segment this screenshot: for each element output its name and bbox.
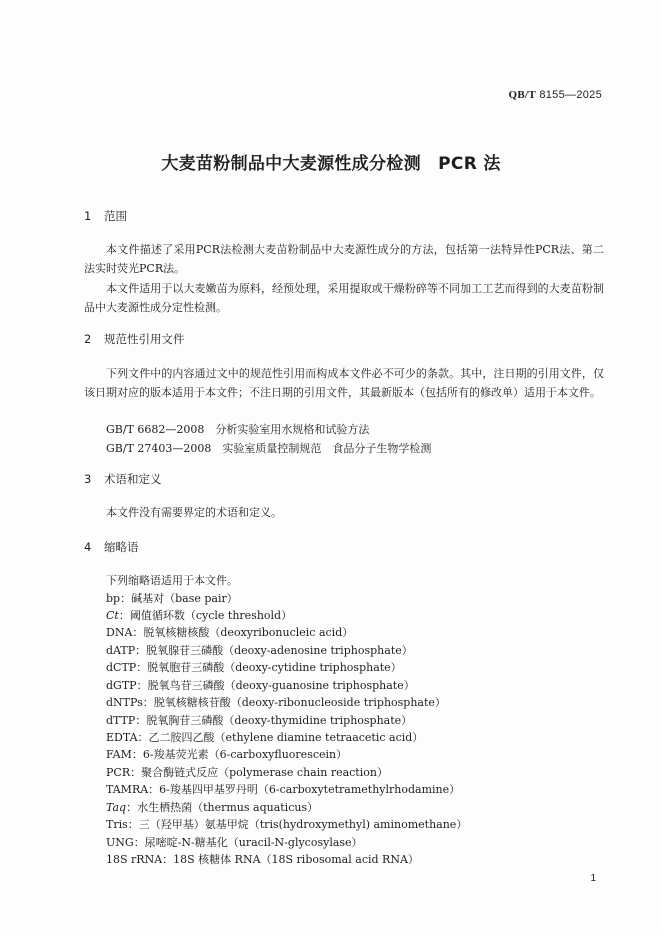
abbreviation-term: FAM: [106, 748, 132, 761]
abbreviation-item: [106, 799, 318, 815]
abbreviation-item: [106, 607, 292, 623]
abbreviation-term: PCR: [106, 766, 131, 779]
abbreviation-item: [106, 834, 363, 850]
section-number: 1: [84, 209, 92, 223]
abbreviation-item: [106, 694, 446, 710]
abbreviation-term: DNA: [106, 626, 133, 639]
abbreviation-term: EDTA: [106, 731, 138, 744]
abbreviation-item: [106, 677, 415, 693]
section-3-paragraph: 本文件没有需要界定的术语和定义。: [106, 506, 282, 519]
section-3-heading: [84, 471, 162, 487]
abbreviation-term: TAMRA: [106, 783, 149, 796]
abbreviation-term: dNTPs: [106, 696, 143, 709]
abbreviation-item: [106, 851, 419, 867]
abbreviation-term: dCTP: [106, 661, 137, 674]
abbreviation-intro: 下列缩略语适用于本文件。: [106, 574, 238, 587]
abbreviation-definition: ：18S 核糖体 RNA（18S ribosomal acid RNA）: [162, 853, 419, 866]
section-number: 2: [84, 332, 92, 346]
abbreviation-term: dTTP: [106, 714, 136, 727]
abbreviation-item: [106, 712, 412, 728]
abbreviation-definition: ：碱基对（base pair）: [120, 592, 238, 605]
reference-item: GB/T 27403—2008 实验室质量控制规范 食品分子生物学检测: [106, 442, 432, 455]
section-1-heading: [84, 208, 127, 224]
section-2-paragraph: 下列文件中的内容通过文中的规范性引用而构成本文件必不可少的条款。其中，注日期的引用文件，仅该日期对应的版本适用于本文件；不注日期的引用文件，其最新版本（包括所有的修改单）适用于本文件。: [84, 367, 604, 399]
page-number: 1: [590, 873, 596, 884]
abbreviation-item: [106, 590, 238, 606]
section-title: 缩略语: [104, 540, 139, 554]
abbreviation-item: [106, 659, 402, 675]
standard-number: 8155—2025: [539, 89, 602, 101]
abbreviation-definition: ：6-羧基四甲基罗丹明（6-carboxytetramethylrhodamine）: [148, 783, 461, 796]
abbreviation-definition: ：脱氧胸苷三磷酸（deoxy-thymidine triphosphate）: [135, 714, 413, 727]
abbreviation-term: 18S rRNA: [106, 853, 163, 866]
abbreviation-definition: ：脱氧胞苷三磷酸（deoxy-cytidine triphosphate）: [136, 661, 402, 674]
abbreviation-definition: ：脱氧腺苷三磷酸（deoxy-adenosine triphosphate）: [135, 644, 413, 657]
abbreviation-definition: ：脱氧鸟苷三磷酸（deoxy-guanosine triphosphate）: [136, 679, 415, 692]
abbreviation-definition: ：尿嘧啶-N-糖基化（uracil-N-glycosylase）: [133, 836, 363, 849]
abbreviation-term: Taq: [106, 801, 127, 814]
abbreviation-item: [106, 642, 413, 658]
abbreviation-item: [106, 729, 423, 745]
section-4-heading: [84, 539, 139, 555]
reference-item: GB/T 6682—2008 分析实验室用水规格和试验方法: [106, 423, 370, 436]
abbreviation-definition: ：三（羟甲基）氨基甲烷（tris(hydroxymethyl) aminomethane）: [127, 818, 468, 831]
abbreviation-item: [106, 764, 388, 780]
section-number: 4: [84, 540, 92, 554]
section-2-heading: [84, 331, 185, 347]
abbreviation-definition: ：阈值循环数（cycle threshold）: [118, 609, 293, 622]
abbreviation-term: Ct: [106, 609, 119, 622]
abbreviation-definition: ：脱氧核糖核酸（deoxyribonucleic acid）: [132, 626, 354, 639]
abbreviation-term: Tris: [106, 818, 128, 831]
document-title: 大麦苗粉制品中大麦源性成分检测 PCR 法: [161, 154, 501, 174]
abbreviation-term: dATP: [106, 644, 136, 657]
abbreviation-definition: ：乙二胺四乙酸（ethylene diamine tetraacetic acid）: [137, 731, 424, 744]
abbreviation-item: [106, 746, 347, 762]
abbreviation-term: dGTP: [106, 679, 137, 692]
section-1-paragraph: 本文件描述了采用PCR法检测大麦苗粉制品中大麦源性成分的方法，包括第一法特异性PCR法、第二法实时荧光PCR法。: [84, 243, 604, 275]
section-title: 范围: [104, 209, 127, 223]
abbreviation-definition: ：6-羧基荧光素（6-carboxyfluorescein）: [131, 748, 348, 761]
standard-prefix: QB/T: [508, 89, 536, 101]
section-number: 3: [84, 472, 92, 486]
abbreviation-definition: ：水生栖热菌（thermus aquaticus）: [126, 801, 319, 814]
abbreviation-term: bp: [106, 592, 121, 605]
section-title: 规范性引用文件: [104, 332, 185, 346]
abbreviation-item: [106, 781, 460, 797]
abbreviation-item: [106, 816, 467, 832]
abbreviation-item: [106, 624, 353, 640]
abbreviation-term: UNG: [106, 836, 134, 849]
abbreviation-definition: ：脱氧核糖核苷酸（deoxy-ribonucleoside triphosphate）: [142, 696, 446, 709]
standard-code: [508, 89, 602, 101]
abbreviation-definition: ：聚合酶链式反应（polymerase chain reaction）: [130, 766, 388, 779]
section-title: 术语和定义: [104, 472, 162, 486]
section-1-paragraph: 本文件适用于以大麦嫩苗为原料，经预处理，采用提取或干燥粉碎等不同加工工艺而得到的大麦苗粉制品中大麦源性成分定性检测。: [84, 282, 604, 314]
